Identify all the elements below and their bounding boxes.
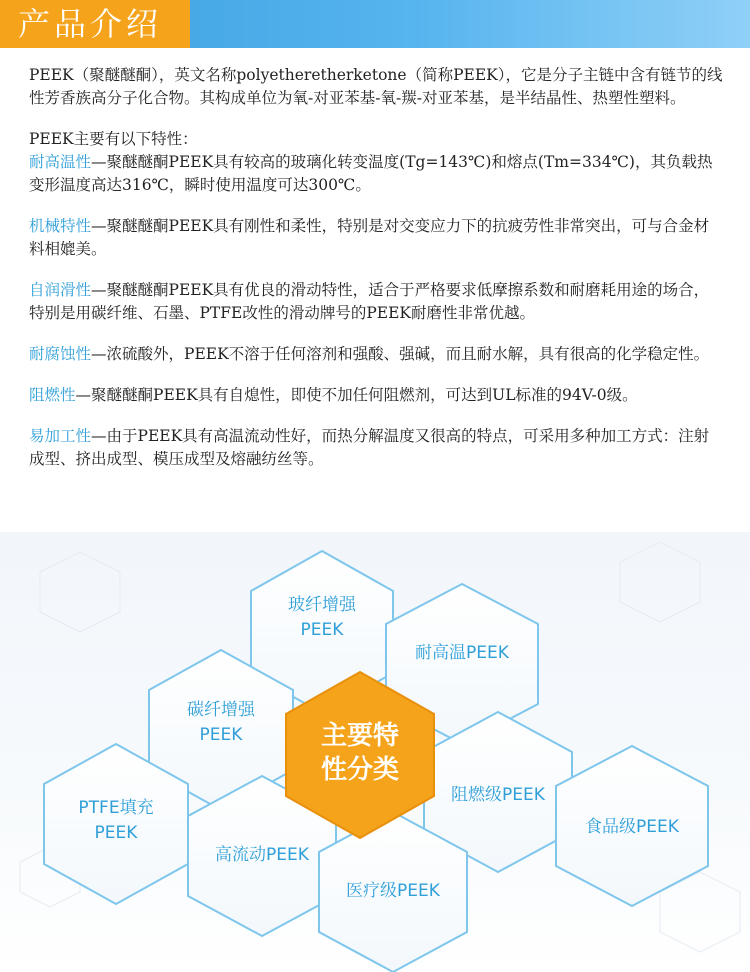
hex-label-line1: 玻纤增强	[288, 595, 356, 615]
header-tab	[0, 0, 190, 48]
feature-corrosion-resistance	[29, 343, 723, 366]
feature-text: —聚醚醚酮PEEK具有自熄性，即使不加任何阻燃剂，可达到UL标准的94V-0级。	[75, 386, 638, 404]
feature-text: —浓硫酸外，PEEK不溶于任何溶剂和强酸、强碱，而且耐水解，具有很高的化学稳定性。	[91, 345, 710, 363]
features-heading	[29, 128, 723, 151]
center-label-line1: 主要特	[320, 721, 400, 751]
section-title: 产品介绍	[18, 5, 163, 43]
hex-label-line1: PTFE填充	[78, 798, 154, 818]
hex-label-line2: PEEK	[300, 620, 344, 640]
feature-mechanical	[29, 215, 723, 261]
center-label-line2: 性分类	[320, 755, 400, 785]
hex-label-line1: 食品级PEEK	[585, 817, 679, 837]
section-header	[0, 0, 750, 48]
feature-flame-retardant	[29, 384, 723, 407]
feature-text: —聚醚醚酮PEEK具有刚性和柔性，特别是对交变应力下的抗疲劳性非常突出，可与合金材料相媲美。	[29, 217, 710, 258]
hex-label-line1: 阻燃级PEEK	[451, 785, 545, 805]
hexagon-diagram	[0, 532, 750, 972]
feature-heat-resistance	[29, 151, 723, 197]
hex-label-line1: 耐高温PEEK	[415, 643, 509, 663]
feature-text: —聚醚醚酮PEEK具有较高的玻璃化转变温度(Tg=143℃)和熔点(Tm=334℃)，其负载热变形温度高达316℃，瞬时使用温度可达300℃。	[29, 153, 713, 194]
feature-keyword: 机械特性	[29, 217, 92, 235]
hex-label-line1: 碳纤增强	[187, 700, 255, 720]
classification-diagram	[0, 532, 750, 972]
features-heading-text: PEEK主要有以下特性：	[29, 130, 198, 148]
hex-label-line1: 高流动PEEK	[215, 845, 309, 865]
product-description	[29, 64, 723, 489]
feature-keyword: 易加工性	[29, 427, 92, 445]
feature-self-lubricating	[29, 279, 723, 325]
hexagon-food-grade	[556, 746, 708, 906]
hex-label-line1: 医疗级PEEK	[346, 881, 440, 901]
feature-processability	[29, 425, 723, 471]
feature-keyword: 阻燃性	[29, 386, 76, 404]
hex-label-line2: PEEK	[199, 725, 243, 745]
feature-text: —聚醚醚酮PEEK具有优良的滑动特性，适合于严格要求低摩擦系数和耐磨耗用途的场合，特别是用碳纤维、石墨、PTFE改性的滑动牌号的PEEK耐磨性非常优越。	[29, 281, 710, 322]
hex-label-line2: PEEK	[94, 823, 138, 843]
feature-keyword: 耐高温性	[29, 153, 92, 171]
intro-text: PEEK（聚醚醚酮），英文名称polyetheretherketone（简称PEEK），它是分子主链中含有链节的线性芳香族高分子化合物。其构成单位为氧-对亚苯基-氧-羰-对亚苯基，是半结晶性、热塑性塑料。	[29, 66, 723, 107]
feature-keyword: 自润滑性	[29, 281, 92, 299]
feature-keyword: 耐腐蚀性	[29, 345, 92, 363]
feature-text: —由于PEEK具有高温流动性好，而热分解温度又很高的特点，可采用多种加工方式：注射成型、挤出成型、模压成型及熔融纺丝等。	[29, 427, 710, 468]
intro-paragraph	[29, 64, 723, 110]
